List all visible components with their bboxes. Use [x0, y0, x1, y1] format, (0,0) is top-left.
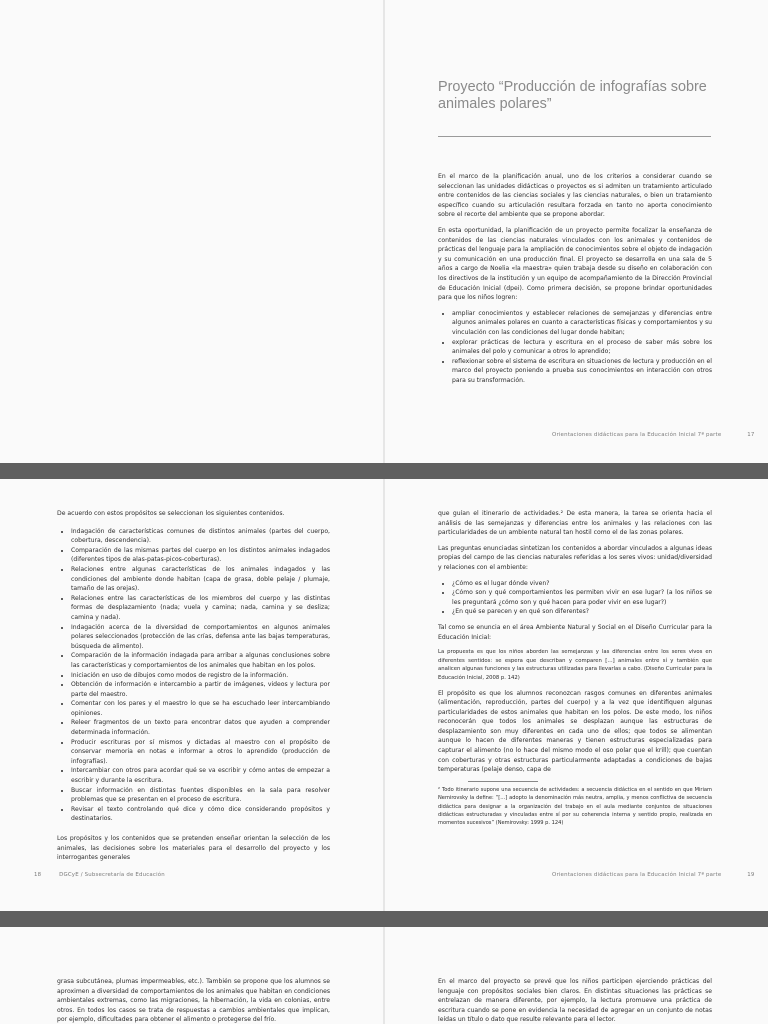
list-item: • reflexionar sobre el sistema de escritura en situaciones de lectura y producción en el marco del proyecto poniendo a prueba sus conocimientos en interacción con otros para su transformación.: [452, 357, 712, 386]
list-item: • ¿Cómo es el lugar dónde viven?: [452, 579, 712, 589]
spread-pages-20-21: [0, 927, 768, 1024]
list-item: • Buscar información en distintas fuentes disponibles en la sala para resolver problemas que se presentan en el proceso de escritura.: [71, 786, 330, 805]
spread-pages-16-17: [0, 0, 768, 463]
footer-text: Orientaciones didácticas para la Educación Inicial 7ª parte: [552, 432, 722, 438]
spread-pages-18-19: [0, 479, 768, 911]
list-item: • Releer fragmentos de un texto para encontrar datos que ayuden a comprender determinada información.: [71, 718, 330, 737]
list-item: • Indagación acerca de la diversidad de comportamientos en algunos animales polares seleccionados (protección de las crías, defensa ante las bajas temperaturas, búsqueda de alimento).: [71, 623, 330, 652]
paragraph: Tal como se enuncia en el área Ambiente Natural y Social en el Diseño Curricular para la Educación Inicial:: [438, 623, 712, 641]
list-item: • Relaciones entre las características de los miembros del cuerpo y las distintas formas de desplazamiento (nada; vuela y camina; nada, camina y se desliza; camina y nada).: [71, 594, 330, 623]
block-quote: La propuesta es que los niños aborden las semejanzas y las diferencias entre los seres vivos en diferentes sentidos: se espera que describan y comparen […] animales entre sí y también que analicen algunas funciones y las estructuras utilizadas para llevarlas a cabo. (Diseño Curricular para la Educación Inicial, 2008 p. 142): [438, 649, 712, 681]
page-number: 17: [747, 432, 755, 438]
page-19-body: [438, 509, 712, 834]
paragraph: En el marco de la planificación anual, uno de los criterios a considerar cuando se seleccionan las unidades didácticas o proyectos es si admiten un tratamiento articulado entre contenidos de las ciencias sociales y las ciencias naturales, o bien un tratamiento específico cuando su articulación resultara forzada en tanto no aporta conocimiento sobre el recorte del ambiente que se propone abordar.: [438, 173, 712, 219]
list-item: • Revisar el texto controlando qué dice y cómo dice considerando propósitos y destinatarios.: [71, 805, 330, 824]
page-20: [0, 927, 383, 1024]
page-17-body: [438, 172, 712, 391]
paragraph: En esta oportunidad, la planificación de un proyecto permite focalizar la enseñanza de contenidos de las ciencias naturales vinculados con los animales y contenidos de prácticas del lenguaje para la ampliación de conocimientos sobre el objeto de indagación y su comunicación en una producción final. El proyecto se desarrolla en una sala de 5 años a cargo de Noelia «la maestra» quien trabaja desde su diseño en colaboración con los directivos de la institución y un equipo de acompañamiento de la Dirección Provincial de Educación Inicial (dpei). Como primera decisión, se propone brindar oportunidades para que los niños logren:: [438, 226, 712, 302]
footnote: ² Todo itinerario supone una secuencia de actividades: a secuencia didáctica en el sentido en que Miriam Nemirovsky la define: “[…] adopto la denominación más neutra, amplia, y menos conflictiva de secuencia didáctica para designar a la organización del trabajo en el aula mediante conjuntos de situaciones didácticas estructuradas y vinculadas entre sí por su coherencia interna y sentido propio, realizada en momentos sucesivos” (Nemirovsky: 1999 p. 124): [438, 786, 712, 827]
paragraph: que guían el itinerario de actividades.² De esta manera, la tarea se orienta hacia el análisis de las semejanzas y diferencias entre los animales y las relaciones con las particularidades de un ambiente natural tan hostil como el de las zonas polares.: [438, 510, 712, 537]
list-item: • Comentar con los pares y el maestro lo que se ha escuchado leer intercambiando opiniones.: [71, 699, 330, 718]
list-item: • Obtención de información e intercambio a partir de imágenes, videos y lectura por parte del maestro.: [71, 680, 330, 699]
list-item: • ¿Cómo son y qué comportamientos les permiten vivir en ese lugar? (a los niños se les preguntará ¿cómo son y qué hacen para poder vivir en ese lugar?): [452, 588, 712, 607]
questions-list: [438, 579, 712, 617]
list-item: • Comparación de la información indagada para arribar a algunas conclusiones sobre las características y comportamientos de los animales que habitan en los polos.: [71, 651, 330, 670]
list-item: • Comparación de las mismas partes del cuerpo en los distintos animales indagados (diferentes tipos de alas-patas-picos-coberturas).: [71, 546, 330, 565]
page-footer: [552, 432, 754, 439]
list-item: • Indagación de características comunes de distintos animales (partes del cuerpo, cobertura, descendencia).: [71, 527, 330, 546]
list-item: • Relaciones entre algunas características de los animales indagados y las condiciones del ambiente donde habitan (capa de grasa, doble pelaje / plumaje, tamaño de las orejas).: [71, 565, 330, 594]
list-item: • ampliar conocimientos y establecer relaciones de semejanzas y diferencias entre algunos animales polares en cuanto a características físicas y comportamientos y su vinculación con las condiciones del lugar donde habitan;: [452, 309, 712, 338]
page-21-body: [438, 977, 712, 1024]
objectives-list: [438, 309, 712, 386]
list-item: • Producir escrituras por sí mismos y dictadas al maestro con el propósito de conservar memoria en notas e informar a otros lo aprendido (producción de infografías).: [71, 738, 330, 767]
contents-list: [57, 527, 330, 824]
page-17: [385, 0, 768, 463]
page-number: 18: [34, 872, 42, 878]
footnote-divider: [468, 781, 538, 782]
list-item: • Iniciación en uso de dibujos como modos de registro de la información.: [71, 671, 330, 681]
list-item: • explorar prácticas de lectura y escritura en el proceso de saber más sobre los animales del polo y comunicar a otros lo aprendido;: [452, 338, 712, 357]
page-18-body: [57, 509, 330, 869]
page-16-blank: [0, 0, 383, 463]
page-21: [385, 927, 768, 1024]
list-item: • Intercambiar con otros para acordar qué se va escribir y cómo antes de empezar a escribir y durante la escritura.: [71, 766, 330, 785]
title-divider: [438, 136, 711, 137]
footer-text: DGCyE / Subsecretaría de Educación: [59, 872, 165, 878]
page-20-body: [57, 977, 330, 1024]
paragraph: grasa subcutánea, plumas impermeables, etc.). También se propone que los alumnos se aproximen a diversidad de comportamientos de los animales que habitan en condiciones ambientales extremas, como las migraciones, la hibernación, la vida en colonias, entre otros. En todos los casos se trata de respuestas a cambios ambientales que implican, por ejemplo, dificultades para obtener el alimento o protegerse del frío.: [57, 978, 330, 1024]
footer-text: Orientaciones didácticas para la Educación Inicial 7ª parte: [552, 872, 722, 878]
paragraph: De acuerdo con estos propósitos se seleccionan los siguientes contenidos.: [57, 510, 285, 517]
page-footer: [34, 872, 165, 879]
page-18: [0, 479, 383, 911]
paragraph: Los propósitos y los contenidos que se pretenden enseñar orientan la selección de los animales, las decisiones sobre los materiales para el desarrollo del proyecto y los interrogantes generales: [57, 835, 330, 862]
page-19: [385, 479, 768, 911]
paragraph: En el marco del proyecto se prevé que los niños participen ejerciendo prácticas del lenguaje con propósitos sociales bien claros. En distintas situaciones las prácticas se entrelazan de manera diferente, por ejemplo, la lectura promueve una práctica de escritura cuando se pone en evidencia la necesidad de agregar en un conjunto de notas leídas un título o dato que resulte relevante para el lector.: [438, 978, 712, 1024]
page-footer: [552, 872, 754, 879]
project-title: Proyecto “Producción de infografías sobre animales polares”: [438, 79, 707, 112]
list-item: • ¿En qué se parecen y en qué son diferentes?: [452, 607, 712, 617]
paragraph: El propósito es que los alumnos reconozcan rasgos comunes en diferentes animales (alimentación, reproducción, partes del cuerpo) y a la vez que identifiquen algunas particularidades de estos animales que habitan en los polos. De este modo, los niños reconocerán que todos los animales se desplazan aunque las estructuras de desplazamiento son muy diferentes en cada uno de ellos; que todos se alimentan aunque lo hacen de diferentes maneras y tienen estructuras especializadas para capturar el alimento (no lo hace del mismo modo el oso polar que el krill); que cuentan con coberturas y otras estructuras particularmente adaptadas a condiciones de bajas temperaturas (pelaje denso, capa de: [438, 689, 712, 774]
page-number: 19: [747, 872, 755, 878]
paragraph: Las preguntas enunciadas sintetizan los contenidos a abordar vinculados a algunas ideas propias del campo de las ciencias naturales referidas a los seres vivos: unidad/diversidad y relaciones con el ambiente:: [438, 544, 712, 571]
